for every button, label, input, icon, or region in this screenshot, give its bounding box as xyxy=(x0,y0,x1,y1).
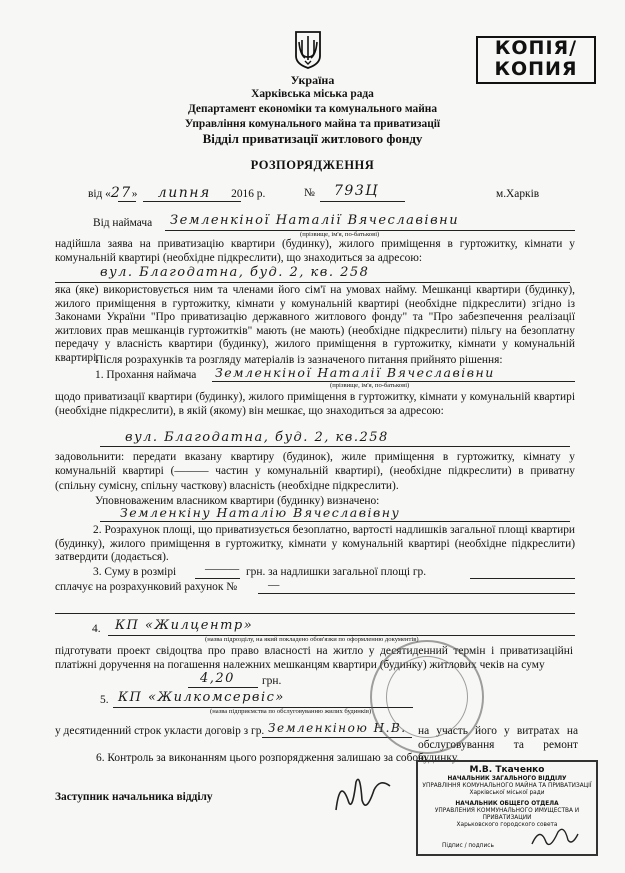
applicant-caption: (прізвище, ім'я, по-батькові) xyxy=(300,231,380,238)
item1-name: Земленкіної Наталії Вячеславівни xyxy=(215,365,495,380)
item1-transfer-text: задовольнити: передати вказану квартиру (будинок), жиле приміщення в гуртожитку, кімнату у комунальній квартирі (——— частин у комунальній квартирі), (необхідне підкреслити) в приватну (спільну сумісну, спільну часткову) власність (необхідне підкреслити). xyxy=(55,451,575,492)
date-prefix: від « xyxy=(88,188,111,200)
item2-text: 2. Розрахунок площі, що приватизується безоплатно, вартості надлишків загальної площі квартири (будинку), жилого приміщення в гуртожитку, кімнати у комунальній квартирі (необхідне підкреслити) затвердити (додається). xyxy=(55,524,575,564)
item1-text: щодо приватизації квартири (будинку), жилого приміщення в гуртожитку, кімнати у комунальній квартирі (необхідне підкреслити), в якій (якому) він мешкає, що знаходиться за адресою: xyxy=(55,391,575,418)
stamp-line: УПРАВЛІННЯ КОМУНАЛЬНОГО МАЙНА ТА ПРИВАТИЗАЦІЇ xyxy=(422,783,592,789)
item3-text-b: грн. за надлишки загальної площі гр. xyxy=(246,566,427,578)
stamp-name: М.В. Ткаченко xyxy=(469,765,545,775)
item1-caption: (прізвище, ім'я, по-батькові) xyxy=(330,382,410,389)
applicant-label: Від наймача xyxy=(93,217,153,229)
order-number: 793Ц xyxy=(334,183,379,199)
date-day: 27 xyxy=(110,185,132,201)
owner-name: Земленкіну Наталію Вячеславівну xyxy=(120,505,401,520)
order-city: м.Харків xyxy=(496,188,540,200)
owner-label: Уповноваженим власником квартири (будинку) визначено: xyxy=(95,495,380,507)
document-title: РОЗПОРЯДЖЕННЯ xyxy=(250,158,375,172)
stamp-line: НАЧАЛЬНИК ЗАГАЛЬНОГО ВІДДІЛУ xyxy=(447,776,567,782)
item1-label: 1. Прохання наймача xyxy=(95,369,197,381)
trident-emblem-icon xyxy=(294,30,322,70)
item4-sum: 4,20 xyxy=(200,671,235,686)
copy-stamp-line2: КОПИЯ xyxy=(494,58,578,80)
property-address: вул. Благодатна, буд. 2, кв. 258 xyxy=(100,265,370,280)
stamp-sign-label: Підпис / подпись xyxy=(442,843,494,849)
item4-organization: КП «Жилцентр» xyxy=(115,618,254,633)
applicant-name: Земленкіної Наталії Вячеславівни xyxy=(170,213,460,228)
item4-text: підготувати проект свідоцтва про право власності на житло у десятиденний термін і приватизаційні платіжні доручення на погашення належних мешканцям квартири (будинку) житлових чеків на суму xyxy=(55,645,573,671)
item5-organization: КП «Жилкомсервіс» xyxy=(118,690,285,705)
header-country: Україна xyxy=(290,73,335,87)
stamp-line: УПРАВЛЕНИЯ КОММУНАЛЬНОГО ИМУЩЕСТВА И ПРИВАТИЗАЦИИ xyxy=(434,808,580,821)
item5-caption: (назва підприємства по обслуговуванню жилих будинків) xyxy=(210,708,372,715)
item3-dash2: — xyxy=(268,579,280,591)
item3-text-c: сплачує на розрахунковий рахунок № xyxy=(55,581,238,593)
date-year: 2016 р. xyxy=(231,188,266,200)
order-number-label: № xyxy=(304,187,315,199)
item4-caption: (назва підрозділу, на який покладено обов'язки по оформленню документів) xyxy=(205,636,419,643)
date-month: липня xyxy=(157,185,211,201)
stamp-line: НАЧАЛЬНИК ОБЩЕГО ОТДЕЛА xyxy=(455,801,559,807)
stamp-line: Харківської міської ради xyxy=(469,790,545,796)
paragraph-decision-intro: Після розрахунків та розгляду матеріалів із зазначеного питання прийнято рішення: xyxy=(95,354,503,366)
item1-address: вул. Благодатна, буд. 2, кв.258 xyxy=(125,430,389,445)
official-round-seal xyxy=(370,640,484,754)
paragraph-application: надійшла заява на приватизацію квартири (будинку), жилого приміщення в гуртожитку, кімнати у комунальній квартирі (необхідне підкреслити), що знаходиться за адресою: xyxy=(55,238,575,264)
item5-number: 5. xyxy=(100,694,109,706)
item6-text: 6. Контроль за виконанням цього розпорядження залишаю за собою. xyxy=(96,752,430,764)
header-division: Відділ приватизації житлового фонду xyxy=(202,131,423,146)
stamp-line: Харьковского городского совета xyxy=(456,822,558,828)
item3-dash: ——— xyxy=(205,563,240,575)
item5-name: Земленкіною Н.В. xyxy=(268,721,407,735)
stamp-signature-icon xyxy=(528,824,580,850)
signatory-position: Заступник начальника відділу xyxy=(55,791,213,803)
header-city-council: Харківська міська рада xyxy=(251,88,374,100)
item4-unit: грн. xyxy=(262,675,282,687)
item5-text-b: на участь його у витратах на обслуговування та ремонт будинку. xyxy=(418,725,578,765)
paragraph-usage-and-benefits: яка (яке) використовується ним та членами його сім'ї на умовах найму. Мешканці квартири (будинку), жилого приміщення в гуртожитку, кімнати у комунальній квартирі (необхідне підкреслити) згідно із Законами України "Про приватизацію державного житлового фонду" та "Про забезпечення реалізації житлових прав мешканців гуртожитків" мають (не мають) (необхідне підкреслити) пільгу на безоплатну передачу у власність квартири (будинку), жилого приміщення в гуртожитку, кімнати у комунальній квартирі. xyxy=(55,284,575,364)
header-department: Департамент економіки та комунального майна xyxy=(187,103,438,115)
date-row xyxy=(88,187,265,202)
header-directorate: Управління комунального майна та приватизації xyxy=(184,118,441,130)
item3-text-a: 3. Суму в розмірі xyxy=(93,566,177,578)
handwritten-signature-icon xyxy=(330,770,400,820)
copy-stamp-line1: КОПІЯ/ xyxy=(494,37,578,59)
item4-number: 4. xyxy=(92,623,101,635)
item5-text-a: у десятиденний строк укласти договір з гр. xyxy=(55,725,265,737)
date-mid: » xyxy=(131,188,138,200)
certification-stamp xyxy=(416,760,598,856)
